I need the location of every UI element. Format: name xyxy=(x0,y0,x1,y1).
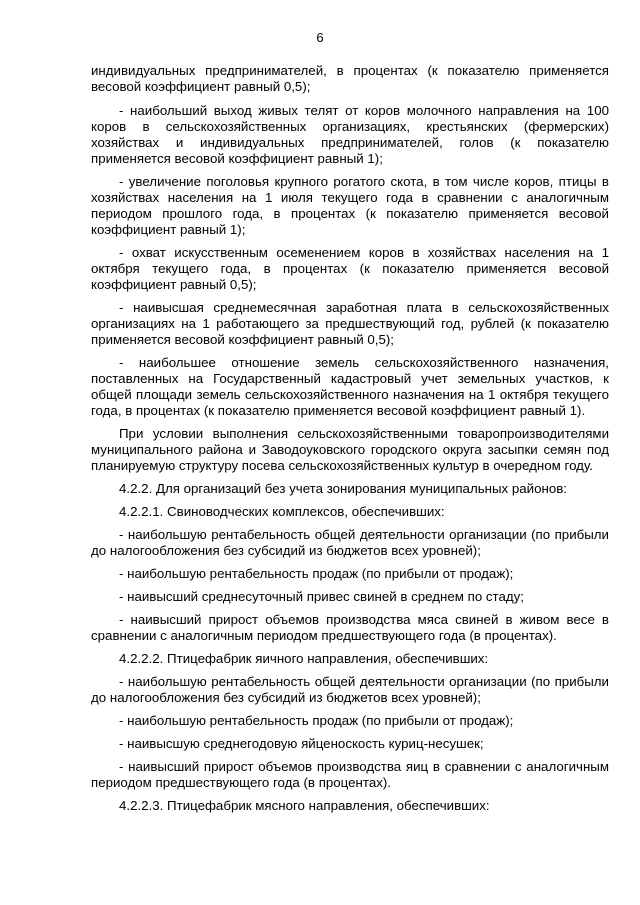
paragraph-18: - наивысший прирост объемов производства яиц в сравнении с аналогичным периодом предшествующего года (в процентах). xyxy=(91,759,609,790)
paragraph-6: - наибольшее отношение земель сельскохозяйственного назначения, поставленных на Государственный кадастровый учет земельных участков, к общей площади земель сельскохозяйственного назначения на 1 октября текущего года, в процентах (к показателю применяется весовой коэффициент равный 1). xyxy=(91,355,609,418)
paragraph-14: 4.2.2.2. Птицефабрик яичного направления, обеспечивших: xyxy=(119,651,489,666)
paragraph-16: - наибольшую рентабельность продаж (по прибыли от продаж); xyxy=(119,713,514,728)
paragraph-12: - наивысший среднесуточный привес свиней в среднем по стаду; xyxy=(119,589,524,604)
paragraph-19: 4.2.2.3. Птицефабрик мясного направления, обеспечивших: xyxy=(119,798,490,813)
page-number: 6 xyxy=(316,30,324,45)
paragraph-2: - наибольший выход живых телят от коров молочного направления на 100 коров в сельскохозяйственных организациях, крестьянских (фермерских) хозяйствах и индивидуальных предпринимателей, голов (к показателю применяется весовой коэффициент равный 1); xyxy=(91,103,609,166)
paragraph-17: - наивысшую среднегодовую яйценоскость куриц-несушек; xyxy=(119,736,484,751)
paragraph-7: При условии выполнения сельскохозяйственными товаропроизводителями муниципального района и Заводоуковского городского округа засыпки семян под планируемую структуру посева сельскохозяйственных культур в очередном году. xyxy=(91,426,609,473)
paragraph-9: 4.2.2.1. Свиноводческих комплексов, обеспечивших: xyxy=(119,504,445,519)
paragraph-8: 4.2.2. Для организаций без учета зонирования муниципальных районов: xyxy=(119,481,567,496)
document-body xyxy=(91,63,609,821)
paragraph-13: - наивысший прирост объемов производства мяса свиней в живом весе в сравнении с аналогичным периодом предшествующего года (в процентах). xyxy=(91,612,609,643)
paragraph-4: - охват искусственным осеменением коров в хозяйствах населения на 1 октября текущего года, в процентах (к показателю применяется весовой коэффициент равный 0,5); xyxy=(91,245,609,292)
paragraph-1: индивидуальных предпринимателей, в процентах (к показателю применяется весовой коэффициент равный 0,5); xyxy=(91,63,609,94)
paragraph-15: - наибольшую рентабельность общей деятельности организации (по прибыли до налогообложения без субсидий из бюджетов всех уровней); xyxy=(91,674,609,705)
paragraph-5: - наивысшая среднемесячная заработная плата в сельскохозяйственных организациях на 1 работающего за предшествующий год, рублей (к показателю применяется весовой коэффициент равный 0,5); xyxy=(91,300,609,347)
paragraph-3: - увеличение поголовья крупного рогатого скота, в том числе коров, птицы в хозяйствах населения на 1 июля текущего года в сравнении с аналогичным периодом прошлого года, в процентах (к показателю применяется весовой коэффициент равный 1); xyxy=(91,174,609,237)
paragraph-10: - наибольшую рентабельность общей деятельности организации (по прибыли до налогообложения без субсидий из бюджетов всех уровней); xyxy=(91,527,609,558)
paragraph-11: - наибольшую рентабельность продаж (по прибыли от продаж); xyxy=(119,566,514,581)
